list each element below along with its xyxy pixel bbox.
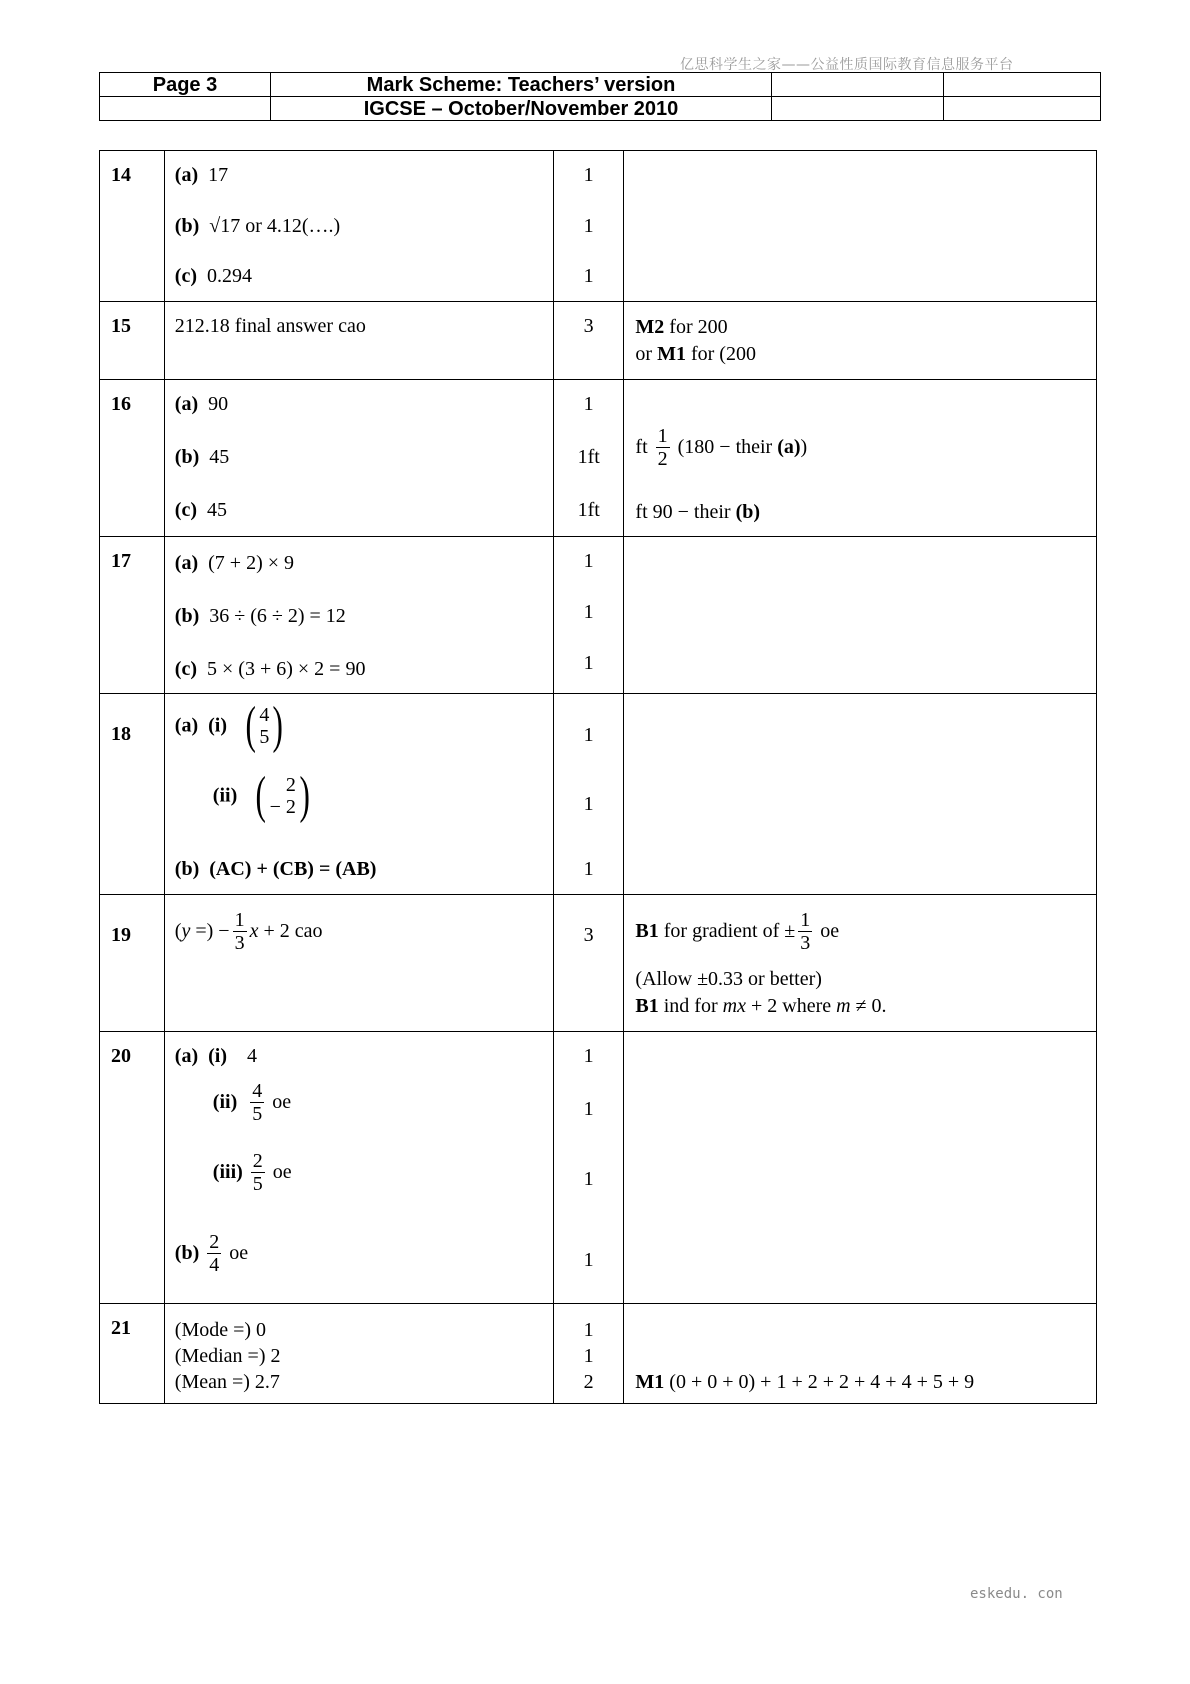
question-number: 21: [111, 1317, 131, 1339]
guidance-note: M1 (0 + 0 + 0) + 1 + 2 + 2 + 4 + 4 + 5 + 9: [635, 1371, 975, 1393]
answer-b: (b) (AC) + (CB) = (AB): [174, 858, 377, 880]
mark: 1ft: [577, 446, 600, 468]
mark: 1: [583, 265, 594, 287]
mark: 1: [583, 724, 594, 746]
mark: 1: [583, 164, 594, 186]
mark: 1: [583, 393, 594, 415]
answer-a-i: (a) (i) 4: [174, 1045, 258, 1067]
footer-site: eskedu. con: [970, 1586, 1063, 1602]
mark: 1: [583, 215, 594, 237]
mark: 3: [583, 315, 594, 337]
header-blank-4: [772, 97, 944, 121]
header-exam: IGCSE – October/November 2010: [271, 97, 772, 121]
answer-a: (a) (7 + 2) × 9: [174, 552, 295, 574]
mark: 1: [583, 1045, 594, 1067]
answer-c: (c) 5 × (3 + 6) × 2 = 90: [174, 658, 366, 680]
question-row-20: [100, 1032, 1097, 1304]
mark: 2: [583, 1371, 594, 1393]
header-blank-1: [772, 73, 944, 97]
mark: 1: [583, 1098, 594, 1120]
answer-median: (Median =) 2: [174, 1345, 281, 1367]
answer: 212.18 final answer cao: [174, 315, 366, 337]
guidance-note: B1 for gradient of ± $\frac{1}{3}$ oe: [635, 909, 840, 954]
mark: 1: [583, 793, 594, 815]
column-vector: ( 2 − 2 ): [255, 767, 310, 824]
answer-b: (b) 45: [174, 446, 230, 468]
answer-a-iii: (iii) $\frac{2}{5}$ oe: [212, 1150, 292, 1195]
guidance-note: (Allow ±0.33 or better): [635, 968, 822, 990]
mark: 1: [583, 1168, 594, 1190]
guidance-note: M2 for 200: [635, 316, 728, 338]
question-row-21: [100, 1304, 1097, 1404]
answer-b: (b) 36 ÷ (6 ÷ 2) = 12: [174, 605, 346, 627]
answer-a: (a) 90: [174, 393, 229, 415]
question-row-17: [100, 537, 1097, 694]
question-row-16: [100, 380, 1097, 537]
question-number: 16: [111, 393, 131, 415]
header-blank-3: [100, 97, 271, 121]
mark: 1: [583, 550, 594, 572]
answer-a-i: (a) (i) ( 4 5 ): [175, 700, 287, 752]
question-row-18: [100, 694, 1097, 895]
answer-c: (c) 0.294: [174, 265, 252, 287]
question-number: 20: [111, 1045, 131, 1067]
mark: 1: [583, 858, 594, 880]
answer-b: (b) √17 or 4.12(….): [174, 215, 341, 237]
page-header: [99, 72, 1101, 121]
mark: 1: [583, 1249, 594, 1271]
answer-mean: (Mean =) 2.7: [174, 1371, 280, 1393]
mark: 1: [583, 601, 594, 623]
question-row-15: [100, 302, 1097, 380]
column-vector: ( 4 5 ): [245, 697, 284, 754]
answer-b: (b) $\frac{2}{4}$ oe: [174, 1231, 249, 1276]
header-blank-2: [944, 73, 1101, 97]
answer: (y =) − $\frac{1}{3}$ x + 2 cao: [174, 909, 323, 954]
mark: 1: [583, 652, 594, 674]
mark: 1ft: [577, 499, 600, 521]
mark: 1: [583, 1319, 594, 1341]
question-number: 19: [111, 924, 131, 946]
guidance-note: ft 90 − their (b): [635, 501, 761, 523]
guidance-note: or M1 for (200: [635, 343, 756, 365]
answer-a: (a) 17: [174, 164, 229, 186]
question-number: 15: [111, 315, 131, 337]
answer-mode: (Mode =) 0: [174, 1319, 267, 1341]
guidance-note: B1 ind for mx + 2 where m ≠ 0.: [635, 995, 887, 1017]
guidance-note: ft $\frac{1}{2}$ (180 − their (a)): [635, 425, 808, 470]
mark-scheme-table: [99, 150, 1097, 1404]
header-title: Mark Scheme: Teachers’ version: [271, 73, 772, 97]
mark: 3: [583, 924, 594, 946]
question-number: 14: [111, 164, 131, 186]
answer-a-ii: (ii) ( 2 − 2 ): [213, 770, 313, 822]
answer-a-ii: (ii) $\frac{4}{5}$ oe: [212, 1080, 292, 1125]
question-row-14: [100, 151, 1097, 302]
question-row-19: [100, 895, 1097, 1032]
question-number: 18: [111, 723, 131, 745]
watermark: 亿思科学生之家——公益性质国际教育信息服务平台: [680, 57, 1014, 73]
mark: 1: [583, 1345, 594, 1367]
header-blank-5: [944, 97, 1101, 121]
answer-c: (c) 45: [174, 499, 227, 521]
page-number: Page 3: [100, 73, 271, 97]
question-number: 17: [111, 550, 131, 572]
